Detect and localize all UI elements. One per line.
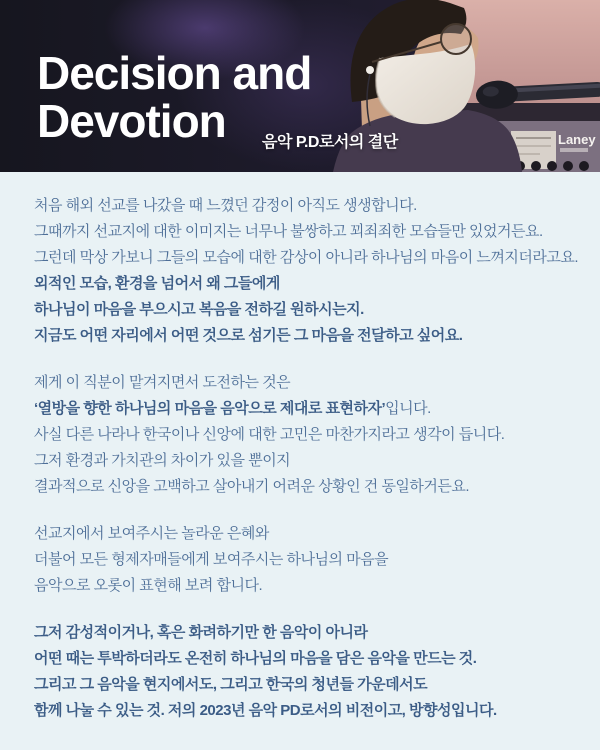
title-line-1: Decision and [37,47,312,99]
glasses-icon [441,24,471,54]
quote-text: ‘열방을 향한 하나님의 마음을 음악으로 제대로 표현하자’ [34,400,386,417]
amp-brand-label: Laney [558,132,596,147]
text-line-quote [34,396,594,422]
hero-banner [0,0,600,172]
text-line: 선교지에서 보여주시는 놀라운 은혜와 [34,525,269,542]
paragraph-4 [34,620,594,724]
text-line: 외적인 모습, 환경을 넘어서 왜 그들에게 [34,275,280,292]
text-line: 어떤 때는 투박하더라도 온전히 하나님의 마음을 담은 음악을 만드는 것. [34,650,477,667]
text-line: 그저 감성적이거나, 혹은 화려하기만 한 음악이 아니라 [34,624,368,641]
text-line: 그저 환경과 가치관의 차이가 있을 뿐이지 [34,452,291,469]
subtitle: 음악 P.D로서의 결단 [262,134,398,151]
earbud-icon [366,66,374,74]
text-line: 처음 해외 선교를 나갔을 때 느꼈던 감정이 아직도 생생합니다. [34,197,417,214]
paragraph-2 [34,370,594,500]
text-line: 더불어 모든 형제자매들에게 보여주시는 하나님의 마음을 [34,551,389,568]
text-line: 그런데 막상 가보니 그들의 모습에 대한 감상이 아니라 하나님의 마음이 느껴지더라고요. [34,249,578,266]
text-line: 제게 이 직분이 맡겨지면서 도전하는 것은 [34,374,291,391]
article-body [0,172,600,745]
paragraph-1 [34,193,594,349]
text-line: 음악으로 오롯이 표현해 보려 합니다. [34,577,263,594]
quote-tail: 입니다. [385,400,431,417]
text-line: 결과적으로 신앙을 고백하고 살아내기 어려운 상황인 건 동일하거든요. [34,478,470,495]
text-line: 하나님이 마음을 부으시고 복음을 전하길 원하시는지. [34,301,364,318]
paragraph-3 [34,521,594,599]
text-line: 사실 다른 나라나 한국이나 신앙에 대한 고민은 마찬가지라고 생각이 듭니다. [34,426,505,443]
text-line: 함께 나눌 수 있는 것. 저의 2023년 음악 PD로서의 비전이고, 방향성입니다. [34,702,497,719]
text-line: 지금도 어떤 자리에서 어떤 것으로 섬기든 그 마음을 전달하고 싶어요. [34,327,463,344]
text-line: 그때까지 선교지에 대한 이미지는 너무나 불쌍하고 꾀죄죄한 모습들만 있었거든요. [34,223,543,240]
text-line: 그리고 그 음악을 현지에서도, 그리고 한국의 청년들 가운데서도 [34,676,428,693]
title-line-2: Devotion [37,95,226,147]
